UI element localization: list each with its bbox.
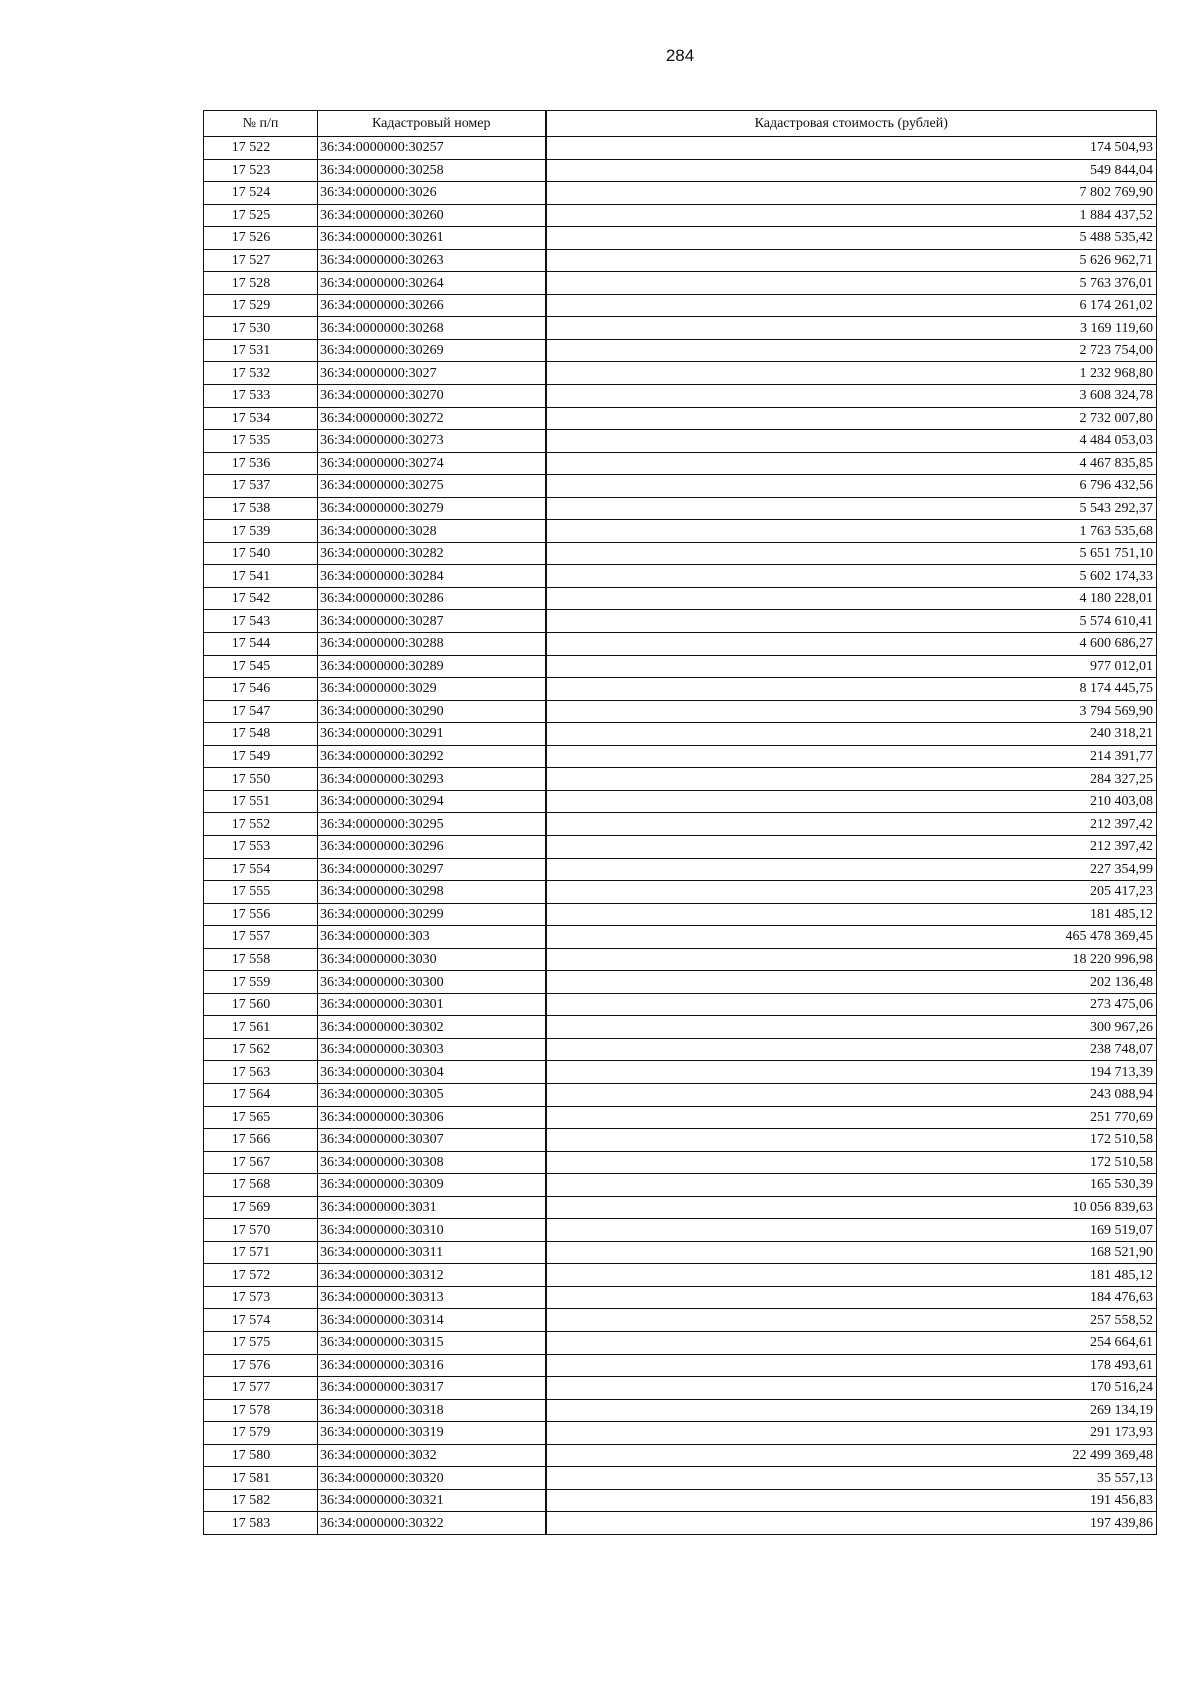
row-number-cell: 17 553 (204, 835, 318, 858)
cadastral-value-cell: 168 521,90 (546, 1241, 1157, 1264)
cadastral-number-cell: 36:34:0000000:30322 (318, 1512, 546, 1535)
cadastral-value-cell: 5 763 376,01 (546, 272, 1157, 295)
cadastral-value-cell: 5 543 292,37 (546, 497, 1157, 520)
cadastral-number-cell: 36:34:0000000:30264 (318, 272, 546, 295)
row-number-cell: 17 579 (204, 1422, 318, 1445)
row-number-cell: 17 560 (204, 993, 318, 1016)
table-row (204, 475, 1157, 498)
row-number-cell: 17 550 (204, 768, 318, 791)
row-number-cell: 17 536 (204, 452, 318, 475)
header-row (204, 111, 1157, 137)
cadastral-value-cell: 6 796 432,56 (546, 475, 1157, 498)
cadastral-number-cell: 36:34:0000000:30279 (318, 497, 546, 520)
row-number-cell: 17 542 (204, 587, 318, 610)
table-row (204, 137, 1157, 160)
cadastral-number-cell: 36:34:0000000:30273 (318, 430, 546, 453)
cadastral-value-cell: 254 664,61 (546, 1331, 1157, 1354)
row-number-cell: 17 559 (204, 971, 318, 994)
cadastral-value-cell: 197 439,86 (546, 1512, 1157, 1535)
cadastral-number-cell: 36:34:0000000:30304 (318, 1061, 546, 1084)
cadastral-number-cell: 36:34:0000000:30316 (318, 1354, 546, 1377)
table-row (204, 790, 1157, 813)
cadastral-number-cell: 36:34:0000000:3027 (318, 362, 546, 385)
table-row (204, 430, 1157, 453)
cadastral-number-cell: 36:34:0000000:30257 (318, 137, 546, 160)
cadastral-value-cell: 194 713,39 (546, 1061, 1157, 1084)
cadastral-number-cell: 36:34:0000000:3029 (318, 678, 546, 701)
cadastral-number-cell: 36:34:0000000:30297 (318, 858, 546, 881)
table-row (204, 813, 1157, 836)
row-number-cell: 17 529 (204, 294, 318, 317)
table-row (204, 1196, 1157, 1219)
table-row (204, 339, 1157, 362)
table-row (204, 385, 1157, 408)
row-number-cell: 17 569 (204, 1196, 318, 1219)
cadastral-number-cell: 36:34:0000000:30309 (318, 1174, 546, 1197)
cadastral-value-cell: 240 318,21 (546, 723, 1157, 746)
header-cadastral-number: Кадастровый номер (318, 111, 546, 137)
cadastral-number-cell: 36:34:0000000:30307 (318, 1129, 546, 1152)
table-row (204, 745, 1157, 768)
cadastral-number-cell: 36:34:0000000:30302 (318, 1016, 546, 1039)
table-row (204, 610, 1157, 633)
row-number-cell: 17 544 (204, 633, 318, 656)
table-row (204, 1038, 1157, 1061)
cadastral-number-cell: 36:34:0000000:30311 (318, 1241, 546, 1264)
row-number-cell: 17 566 (204, 1129, 318, 1152)
cadastral-number-cell: 36:34:0000000:30282 (318, 542, 546, 565)
table-header (204, 111, 1157, 137)
cadastral-value-cell: 184 476,63 (546, 1286, 1157, 1309)
table-row (204, 768, 1157, 791)
cadastral-value-cell: 165 530,39 (546, 1174, 1157, 1197)
row-number-cell: 17 557 (204, 926, 318, 949)
row-number-cell: 17 563 (204, 1061, 318, 1084)
cadastral-value-cell: 212 397,42 (546, 813, 1157, 836)
cadastral-value-cell: 181 485,12 (546, 1264, 1157, 1287)
table-row (204, 1354, 1157, 1377)
cadastral-number-cell: 36:34:0000000:30291 (318, 723, 546, 746)
cadastral-number-cell: 36:34:0000000:30292 (318, 745, 546, 768)
table-row (204, 1016, 1157, 1039)
cadastral-number-cell: 36:34:0000000:30258 (318, 159, 546, 182)
cadastral-value-cell: 291 173,93 (546, 1422, 1157, 1445)
cadastral-number-cell: 36:34:0000000:3031 (318, 1196, 546, 1219)
table-row (204, 1309, 1157, 1332)
cadastral-number-cell: 36:34:0000000:3030 (318, 948, 546, 971)
cadastral-value-cell: 4 467 835,85 (546, 452, 1157, 475)
row-number-cell: 17 564 (204, 1083, 318, 1106)
row-number-cell: 17 524 (204, 182, 318, 205)
table-row (204, 452, 1157, 475)
cadastral-value-cell: 174 504,93 (546, 137, 1157, 160)
cadastral-value-cell: 273 475,06 (546, 993, 1157, 1016)
cadastral-number-cell: 36:34:0000000:30298 (318, 881, 546, 904)
table-row (204, 1151, 1157, 1174)
row-number-cell: 17 533 (204, 385, 318, 408)
table-row (204, 1467, 1157, 1490)
cadastral-value-cell: 5 574 610,41 (546, 610, 1157, 633)
cadastral-value-cell: 214 391,77 (546, 745, 1157, 768)
cadastral-value-cell: 6 174 261,02 (546, 294, 1157, 317)
cadastral-value-cell: 178 493,61 (546, 1354, 1157, 1377)
row-number-cell: 17 541 (204, 565, 318, 588)
header-cadastral-value: Кадастровая стоимость (рублей) (546, 111, 1157, 137)
table-row (204, 633, 1157, 656)
row-number-cell: 17 556 (204, 903, 318, 926)
table-row (204, 971, 1157, 994)
table-row (204, 858, 1157, 881)
row-number-cell: 17 583 (204, 1512, 318, 1535)
cadastral-value-cell: 3 608 324,78 (546, 385, 1157, 408)
row-number-cell: 17 526 (204, 227, 318, 250)
cadastral-number-cell: 36:34:0000000:3026 (318, 182, 546, 205)
table-row (204, 700, 1157, 723)
cadastral-number-cell: 36:34:0000000:30313 (318, 1286, 546, 1309)
table-row (204, 1331, 1157, 1354)
table-row (204, 1061, 1157, 1084)
cadastral-value-cell: 210 403,08 (546, 790, 1157, 813)
cadastral-number-cell: 36:34:0000000:3028 (318, 520, 546, 543)
row-number-cell: 17 539 (204, 520, 318, 543)
table-row (204, 1444, 1157, 1467)
cadastral-value-cell: 10 056 839,63 (546, 1196, 1157, 1219)
row-number-cell: 17 527 (204, 249, 318, 272)
cadastral-number-cell: 36:34:0000000:30310 (318, 1219, 546, 1242)
table-row (204, 407, 1157, 430)
row-number-cell: 17 575 (204, 1331, 318, 1354)
cadastral-value-cell: 300 967,26 (546, 1016, 1157, 1039)
row-number-cell: 17 582 (204, 1489, 318, 1512)
cadastral-number-cell: 36:34:0000000:30303 (318, 1038, 546, 1061)
cadastral-number-cell: 36:34:0000000:30308 (318, 1151, 546, 1174)
cadastral-value-cell: 5 626 962,71 (546, 249, 1157, 272)
cadastral-number-cell: 36:34:0000000:30287 (318, 610, 546, 633)
table-row (204, 1241, 1157, 1264)
table-row (204, 520, 1157, 543)
row-number-cell: 17 581 (204, 1467, 318, 1490)
cadastral-number-cell: 36:34:0000000:30305 (318, 1083, 546, 1106)
cadastral-value-cell: 1 232 968,80 (546, 362, 1157, 385)
cadastral-number-cell: 36:34:0000000:30269 (318, 339, 546, 362)
row-number-cell: 17 561 (204, 1016, 318, 1039)
cadastral-value-cell: 3 169 119,60 (546, 317, 1157, 340)
row-number-cell: 17 567 (204, 1151, 318, 1174)
table-row (204, 835, 1157, 858)
cadastral-number-cell: 36:34:0000000:3032 (318, 1444, 546, 1467)
cadastral-number-cell: 36:34:0000000:30289 (318, 655, 546, 678)
table-row (204, 1422, 1157, 1445)
cadastral-value-cell: 172 510,58 (546, 1129, 1157, 1152)
row-number-cell: 17 540 (204, 542, 318, 565)
cadastral-number-cell: 36:34:0000000:30312 (318, 1264, 546, 1287)
row-number-cell: 17 549 (204, 745, 318, 768)
cadastral-number-cell: 36:34:0000000:30263 (318, 249, 546, 272)
table-row (204, 1129, 1157, 1152)
table-row (204, 565, 1157, 588)
cadastral-number-cell: 36:34:0000000:30321 (318, 1489, 546, 1512)
table-row (204, 272, 1157, 295)
cadastral-value-table (203, 110, 1157, 1535)
table-row (204, 159, 1157, 182)
cadastral-value-cell: 5 651 751,10 (546, 542, 1157, 565)
table-row (204, 1512, 1157, 1535)
cadastral-number-cell: 36:34:0000000:30260 (318, 204, 546, 227)
table-row (204, 655, 1157, 678)
cadastral-number-cell: 36:34:0000000:303 (318, 926, 546, 949)
row-number-cell: 17 523 (204, 159, 318, 182)
cadastral-number-cell: 36:34:0000000:30317 (318, 1377, 546, 1400)
row-number-cell: 17 532 (204, 362, 318, 385)
row-number-cell: 17 555 (204, 881, 318, 904)
table-row (204, 249, 1157, 272)
cadastral-number-cell: 36:34:0000000:30294 (318, 790, 546, 813)
row-number-cell: 17 531 (204, 339, 318, 362)
cadastral-value-cell: 243 088,94 (546, 1083, 1157, 1106)
cadastral-number-cell: 36:34:0000000:30299 (318, 903, 546, 926)
table-row (204, 881, 1157, 904)
cadastral-value-cell: 35 557,13 (546, 1467, 1157, 1490)
table-row (204, 587, 1157, 610)
table-row (204, 993, 1157, 1016)
table-row (204, 362, 1157, 385)
cadastral-number-cell: 36:34:0000000:30288 (318, 633, 546, 656)
row-number-cell: 17 547 (204, 700, 318, 723)
cadastral-number-cell: 36:34:0000000:30300 (318, 971, 546, 994)
table-row (204, 1399, 1157, 1422)
row-number-cell: 17 573 (204, 1286, 318, 1309)
row-number-cell: 17 543 (204, 610, 318, 633)
table-row (204, 1219, 1157, 1242)
header-row-number: № п/п (204, 111, 318, 137)
cadastral-number-cell: 36:34:0000000:30295 (318, 813, 546, 836)
cadastral-number-cell: 36:34:0000000:30290 (318, 700, 546, 723)
table-row (204, 948, 1157, 971)
row-number-cell: 17 572 (204, 1264, 318, 1287)
cadastral-number-cell: 36:34:0000000:30286 (318, 587, 546, 610)
cadastral-value-cell: 205 417,23 (546, 881, 1157, 904)
cadastral-value-cell: 5 488 535,42 (546, 227, 1157, 250)
cadastral-value-cell: 7 802 769,90 (546, 182, 1157, 205)
row-number-cell: 17 578 (204, 1399, 318, 1422)
table-row (204, 678, 1157, 701)
table-row (204, 497, 1157, 520)
cadastral-number-cell: 36:34:0000000:30261 (318, 227, 546, 250)
cadastral-number-cell: 36:34:0000000:30266 (318, 294, 546, 317)
cadastral-value-cell: 212 397,42 (546, 835, 1157, 858)
row-number-cell: 17 562 (204, 1038, 318, 1061)
table-row (204, 1106, 1157, 1129)
table-row (204, 903, 1157, 926)
row-number-cell: 17 528 (204, 272, 318, 295)
row-number-cell: 17 552 (204, 813, 318, 836)
table-row (204, 294, 1157, 317)
row-number-cell: 17 535 (204, 430, 318, 453)
row-number-cell: 17 580 (204, 1444, 318, 1467)
row-number-cell: 17 568 (204, 1174, 318, 1197)
row-number-cell: 17 571 (204, 1241, 318, 1264)
cadastral-number-cell: 36:34:0000000:30275 (318, 475, 546, 498)
row-number-cell: 17 546 (204, 678, 318, 701)
cadastral-number-cell: 36:34:0000000:30272 (318, 407, 546, 430)
row-number-cell: 17 570 (204, 1219, 318, 1242)
cadastral-value-cell: 202 136,48 (546, 971, 1157, 994)
cadastral-value-cell: 2 732 007,80 (546, 407, 1157, 430)
cadastral-value-cell: 169 519,07 (546, 1219, 1157, 1242)
cadastral-value-cell: 284 327,25 (546, 768, 1157, 791)
table-row (204, 1264, 1157, 1287)
cadastral-value-cell: 191 456,83 (546, 1489, 1157, 1512)
cadastral-value-cell: 465 478 369,45 (546, 926, 1157, 949)
page-number: 284 (665, 46, 695, 65)
cadastral-number-cell: 36:34:0000000:30268 (318, 317, 546, 340)
cadastral-value-cell: 3 794 569,90 (546, 700, 1157, 723)
cadastral-value-cell: 172 510,58 (546, 1151, 1157, 1174)
table-row (204, 1489, 1157, 1512)
cadastral-value-cell: 4 600 686,27 (546, 633, 1157, 656)
table-row (204, 317, 1157, 340)
cadastral-value-cell: 4 484 053,03 (546, 430, 1157, 453)
row-number-cell: 17 554 (204, 858, 318, 881)
table-row (204, 182, 1157, 205)
cadastral-value-cell: 22 499 369,48 (546, 1444, 1157, 1467)
cadastral-value-cell: 8 174 445,75 (546, 678, 1157, 701)
table-row (204, 1083, 1157, 1106)
row-number-cell: 17 577 (204, 1377, 318, 1400)
cadastral-value-cell: 181 485,12 (546, 903, 1157, 926)
row-number-cell: 17 576 (204, 1354, 318, 1377)
table-row (204, 926, 1157, 949)
cadastral-value-cell: 549 844,04 (546, 159, 1157, 182)
cadastral-number-cell: 36:34:0000000:30293 (318, 768, 546, 791)
row-number-cell: 17 545 (204, 655, 318, 678)
cadastral-value-cell: 269 134,19 (546, 1399, 1157, 1422)
table-row (204, 1174, 1157, 1197)
row-number-cell: 17 525 (204, 204, 318, 227)
cadastral-number-cell: 36:34:0000000:30284 (318, 565, 546, 588)
cadastral-number-cell: 36:34:0000000:30315 (318, 1331, 546, 1354)
row-number-cell: 17 538 (204, 497, 318, 520)
row-number-cell: 17 551 (204, 790, 318, 813)
cadastral-value-cell: 2 723 754,00 (546, 339, 1157, 362)
table-row (204, 204, 1157, 227)
cadastral-value-cell: 977 012,01 (546, 655, 1157, 678)
cadastral-value-cell: 5 602 174,33 (546, 565, 1157, 588)
cadastral-value-cell: 18 220 996,98 (546, 948, 1157, 971)
cadastral-number-cell: 36:34:0000000:30270 (318, 385, 546, 408)
row-number-cell: 17 537 (204, 475, 318, 498)
row-number-cell: 17 534 (204, 407, 318, 430)
row-number-cell: 17 574 (204, 1309, 318, 1332)
cadastral-number-cell: 36:34:0000000:30318 (318, 1399, 546, 1422)
table-row (204, 1377, 1157, 1400)
cadastral-number-cell: 36:34:0000000:30319 (318, 1422, 546, 1445)
cadastral-value-cell: 1 763 535,68 (546, 520, 1157, 543)
table-row (204, 1286, 1157, 1309)
table-row (204, 723, 1157, 746)
cadastral-value-cell: 257 558,52 (546, 1309, 1157, 1332)
cadastral-value-cell: 227 354,99 (546, 858, 1157, 881)
row-number-cell: 17 522 (204, 137, 318, 160)
cadastral-number-cell: 36:34:0000000:30314 (318, 1309, 546, 1332)
cadastral-value-cell: 251 770,69 (546, 1106, 1157, 1129)
row-number-cell: 17 558 (204, 948, 318, 971)
cadastral-value-cell: 4 180 228,01 (546, 587, 1157, 610)
table-body (204, 137, 1157, 1535)
cadastral-number-cell: 36:34:0000000:30296 (318, 835, 546, 858)
row-number-cell: 17 548 (204, 723, 318, 746)
cadastral-value-cell: 1 884 437,52 (546, 204, 1157, 227)
cadastral-value-cell: 238 748,07 (546, 1038, 1157, 1061)
row-number-cell: 17 565 (204, 1106, 318, 1129)
cadastral-number-cell: 36:34:0000000:30274 (318, 452, 546, 475)
table-row (204, 227, 1157, 250)
row-number-cell: 17 530 (204, 317, 318, 340)
cadastral-number-cell: 36:34:0000000:30320 (318, 1467, 546, 1490)
cadastral-value-cell: 170 516,24 (546, 1377, 1157, 1400)
cadastral-number-cell: 36:34:0000000:30301 (318, 993, 546, 1016)
cadastral-number-cell: 36:34:0000000:30306 (318, 1106, 546, 1129)
table-row (204, 542, 1157, 565)
